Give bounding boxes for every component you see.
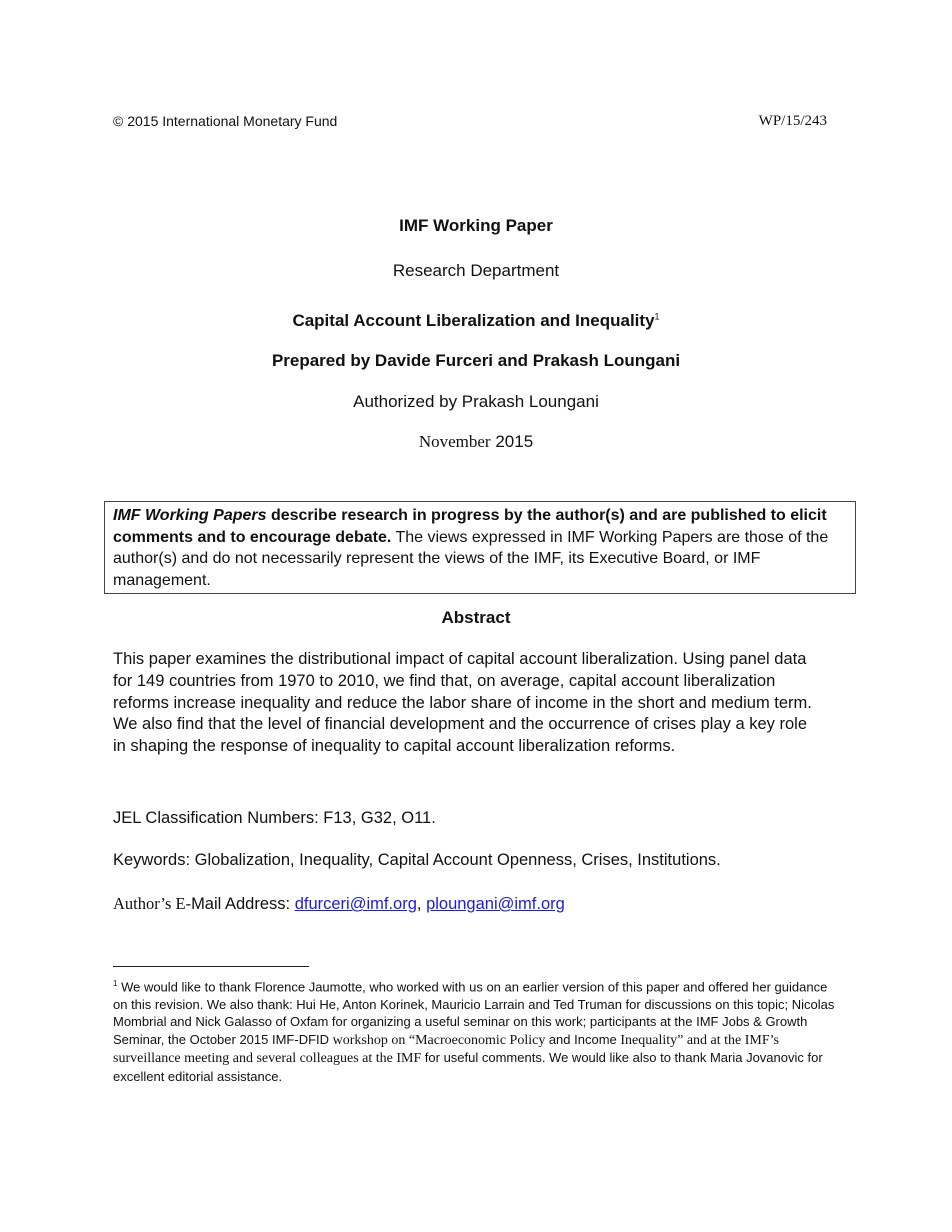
footnote-number: 1 <box>113 979 118 988</box>
abstract-heading: Abstract <box>441 608 511 627</box>
paper-title-text: Capital Account Liberalization and Inequality <box>292 311 655 330</box>
footnote-text-serif-1: workshop on “Macroeconomic Policy <box>332 1032 549 1048</box>
jel-classification: JEL Classification Numbers: F13, G32, O11. <box>113 809 436 827</box>
footnote-text-serif-2: Inequality” and at the IMF’s surveillance meeting and several colleagues at the IMF <box>113 1032 780 1067</box>
series-title: IMF Working Paper <box>399 216 553 235</box>
email-label-serif: Author’s E- <box>113 894 192 913</box>
author-email <box>113 894 565 914</box>
paper-number: WP/15/243 <box>758 113 827 129</box>
email-label: Mail Address: <box>191 895 295 913</box>
footnote-text-b: and Income <box>548 1031 621 1047</box>
footnote <box>113 975 843 1085</box>
copyright-notice: © 2015 International Monetary Fund <box>113 113 338 129</box>
footnote-text-a: We would like to thank Florence Jaumotte, who worked with us on an earlier version of this paper and offered her guidance on this revision. We also thank: Hui He, Anton Korinek, Mauricio Larrain and Ted Truman for discussions on this topic; Nicolas Mombrial and Nick Galasso of Oxfam for organizing a useful seminar on this work; participants at the IMF Jobs & Growth Seminar, the October 2015 IMF-DFID <box>113 979 835 1047</box>
email-separator: , <box>416 895 427 913</box>
abstract-text: This paper examines the distributional impact of capital account liberalization. Using panel data for 149 countries from 1970 to 2010, we find that, on average, capital account liberalization reforms increase inequality and reduce the labor share of income in the short and medium term. We also find that the level of financial development and the occurrence of crises play a key role in shaping the response of inequality to capital account liberalization reforms. <box>113 650 812 756</box>
footnote-mark: 1 <box>654 311 660 322</box>
date-month: November <box>418 432 491 451</box>
disclaimer-lead: IMF Working Papers <box>113 507 267 524</box>
date-year: 2015 <box>495 432 534 451</box>
disclaimer-bold: describe research in progress by the author(s) and are published to elicit comments and to encourage debate. <box>113 507 827 546</box>
department: Research Department <box>392 261 560 280</box>
footnote-text-c: for useful comments. We would like also to thank Maria Jovanovic for excellent editorial assistance. <box>113 1050 823 1084</box>
email-link-furceri[interactable]: dfurceri@imf.org <box>294 895 417 913</box>
disclaimer-body: The views expressed in IMF Working Papers are those of the author(s) and do not necessarily represent the views of the IMF, its Executive Board, or IMF management. <box>113 528 829 589</box>
authorized-by: Authorized by Prakash Loungani <box>353 392 599 411</box>
disclaimer-box <box>104 501 856 594</box>
paper-title <box>0 311 952 331</box>
email-link-loungani[interactable]: ploungani@imf.org <box>426 895 565 913</box>
footnote-divider <box>113 966 309 967</box>
keywords: Keywords: Globalization, Inequality, Capital Account Openness, Crises, Institutions. <box>113 851 721 869</box>
publication-date <box>0 432 952 452</box>
prepared-by: Prepared by Davide Furceri and Prakash Loungani <box>271 351 681 370</box>
